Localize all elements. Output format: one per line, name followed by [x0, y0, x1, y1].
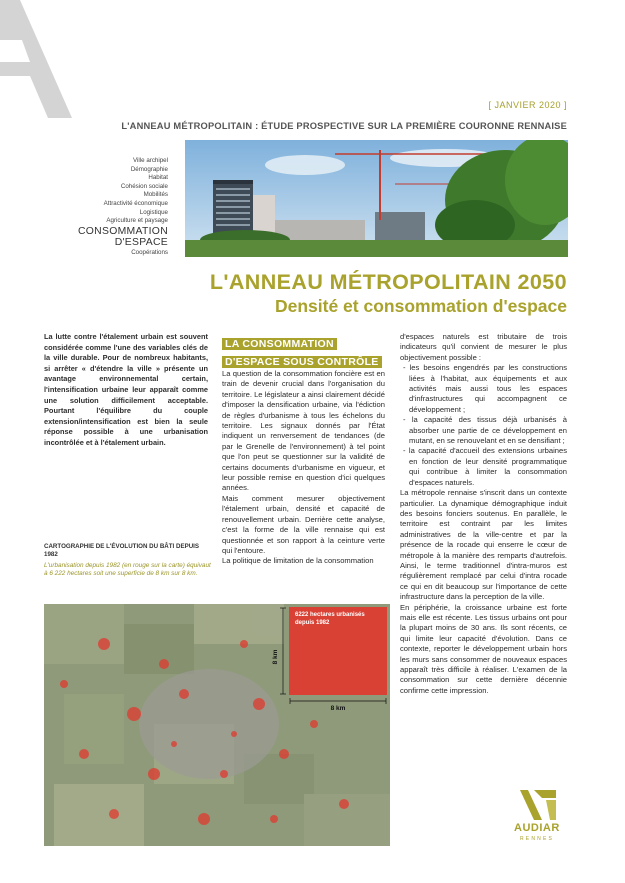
- square-label-2: depuis 1982: [295, 620, 330, 626]
- menu-item[interactable]: Mobilités: [143, 191, 168, 199]
- menu-item[interactable]: Agriculture et paysage: [106, 217, 168, 225]
- menu-item-active-line1[interactable]: CONSOMMATION: [78, 225, 168, 237]
- menu-item[interactable]: Coopérations: [131, 248, 168, 256]
- paragraph: d'espaces naturels est tributaire de trois indicateurs qu'il convient de mesurer le plus objectivement possible :: [400, 332, 567, 362]
- paragraph: En périphérie, la croissance urbaine est forte mais elle est récente. Les tissus urbains ont pour la plupart moins de 30 ans. Ils sont récents, ce qui limite leur capacité d'évolution. Dans ce contexte, reporter le développement urbain hors les murs sans consommer de nouveaux espaces apparaît très difficile à réaliser. L'examen de la consommation sur cette dernière décennie confirme cette impression.: [400, 602, 567, 695]
- city-construction-photo: [185, 140, 568, 257]
- menu-item[interactable]: Ville archipel: [133, 157, 168, 164]
- chapter-menu: [40, 157, 168, 257]
- dim-horizontal-label: 8 km: [330, 705, 346, 712]
- map-caption-text: L'urbanisation depuis 1982 (en rouge sur la carte) équivaut à 6 222 hectares soit une superficie de 8 km sur 8 km.: [44, 562, 211, 578]
- section-heading: [222, 334, 384, 370]
- square-label-1: 6222 hectares urbanisés: [295, 612, 365, 618]
- paragraph: La métropole rennaise s'inscrit dans un contexte particulier. La dynamique démographique induit des besoins fonciers soutenus. En parallèle, le territoire est contraint par les limites administratives de la ville-centre et par la présence de la rocade qui enserre le cœur de métropole à la manière des remparts d'autrefois. Ainsi, le terme traditionnel d'intra-muros est régulièrement remplacé par celui d'intra rocade ce qui en dit beaucoup sur l'importance de cette infrastructure dans la perception de la ville.: [400, 488, 567, 602]
- big-a-logo: [0, 0, 140, 150]
- bullet-item: - les besoins engendrés par les constructions liées à l'habitat, aux équipements et aux activités mais aussi tous les espaces d'infrastructures qui accompagnent ce développement ;: [403, 363, 567, 414]
- paragraph: La politique de limitation de la consommation: [222, 556, 374, 566]
- audiar-logo-city: RENNES: [520, 836, 555, 842]
- dim-vertical-label: 8 km: [272, 649, 279, 665]
- paragraph: La question de la consommation foncière est en train de devenir crucial dans l'organisation du territoire. Le législateur a ainsi clairement décidé d'imposer la densification urbaine, via l'édiction de règles d'urbanisme à tous les échelons du territoire. Les signaux donnés par l'État indiquent un renversement de tendances (de par le Grenelle de l'environnement) à tel point que l'on peut se questionner sur la validité de certains documents d'urbanisme en vigueur, et leur possible remise en question d'ici quelques années.: [222, 369, 385, 493]
- publication-date: [ JANVIER 2020 ]: [488, 100, 567, 110]
- study-title: L'ANNEAU MÉTROPOLITAIN : ÉTUDE PROSPECTIVE SUR LA PREMIÈRE COURONNE RENNAISE: [121, 121, 567, 131]
- menu-item[interactable]: Cohésion sociale: [120, 182, 168, 190]
- right-column: [400, 332, 567, 696]
- bullet-item: - la capacité d'accueil des extensions urbaines en fonction de leur densité programmatique qui contribue à limiter la consommation d'espaces naturels.: [403, 446, 567, 487]
- page-subtitle: Densité et consommation d'espace: [274, 296, 567, 316]
- menu-item-active-line2[interactable]: D'ESPACE: [114, 237, 168, 249]
- audiar-logo-name: AUDIAR: [514, 822, 560, 834]
- section-heading-line2: D'ESPACE SOUS CONTRÔLE: [222, 356, 382, 368]
- bullet-item: - la capacité des tissus déjà urbanisés à absorber une partie de ce développement en mutant, en se renouvelant et en se densifiant ;: [403, 415, 567, 446]
- menu-item[interactable]: Habitat: [148, 174, 168, 182]
- page-title: L'ANNEAU MÉTROPOLITAIN 2050: [209, 270, 567, 294]
- menu-item[interactable]: Démographie: [130, 165, 168, 173]
- paragraph: Mais comment mesurer objectivement l'étalement urbain, densité et capacité de renouvellement urbain. Derrière cette analyse, c'est la forme de la ville rennaise qui est questionnée et son rapport à la ceinture verte qui l'entoure.: [222, 493, 385, 555]
- middle-column: [222, 369, 385, 567]
- menu-item[interactable]: Logistique: [139, 208, 168, 216]
- section-heading-line1: LA CONSOMMATION: [222, 338, 337, 350]
- menu-item[interactable]: Attractivité économique: [103, 199, 168, 207]
- map-caption-title: CARTOGRAPHIE DE L'ÉVOLUTION DU BÂTI DEPUIS 1982: [44, 543, 200, 558]
- urbanisation-map: [44, 604, 390, 846]
- intro-paragraph: La lutte contre l'étalement urbain est souvent considérée comme l'une des variables clés de la ville durable. Pour de nombreux habitants, si arrêter « d'étendre la ville » présente un avantage environnemental certain, l'intensification urbaine leur apparaît comme une solution difficilement acceptable. Pourtant l'équilibre du couple extension/intensification est bien la seule réponse possible à une urbanisation incontrôlée et à l'étalement urbain.: [44, 332, 208, 447]
